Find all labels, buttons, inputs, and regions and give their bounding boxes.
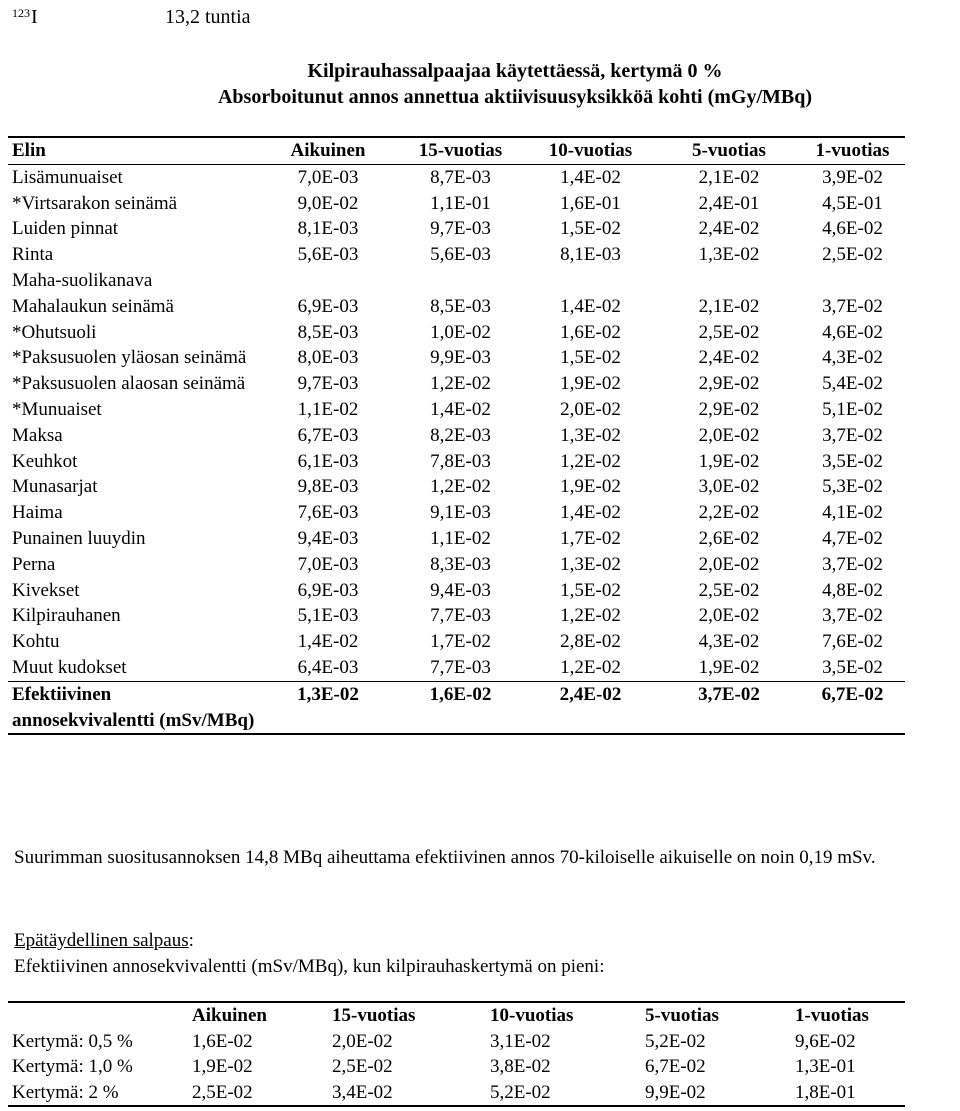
column-header: 1-vuotias xyxy=(795,1005,869,1026)
dose-value: 1,5E-02 xyxy=(560,579,621,601)
dose-value: 7,6E-03 xyxy=(297,502,359,524)
dose-value: 1,1E-02 xyxy=(297,398,359,420)
table-row xyxy=(8,552,905,578)
dose-value: 2,4E-02 xyxy=(523,681,658,734)
dose-value: 2,4E-02 xyxy=(698,218,760,240)
dose-value xyxy=(800,268,905,294)
table-row xyxy=(8,578,905,604)
table-row xyxy=(8,320,905,346)
organ-name: Haima xyxy=(12,502,63,524)
dose-value: 1,4E-02 xyxy=(560,502,621,524)
dose-value: 1,9E-02 xyxy=(698,450,760,472)
dose-value: 9,9E-03 xyxy=(430,347,491,369)
organ-name: Munasarjat xyxy=(12,476,98,498)
dose-value: 8,1E-03 xyxy=(297,218,359,240)
column-header: 15-vuotias xyxy=(332,1005,416,1026)
dose-value: 1,5E-02 xyxy=(560,347,621,369)
dose-value: 1,6E-02 xyxy=(192,1030,253,1052)
dose-value: 4,3E-02 xyxy=(698,631,760,653)
dose-value: 3,7E-02 xyxy=(822,553,883,575)
dose-value: 7,8E-03 xyxy=(430,450,491,472)
dose-value: 6,9E-03 xyxy=(297,579,359,601)
dose-value: 9,4E-03 xyxy=(430,579,491,601)
dose-value: 7,6E-02 xyxy=(822,631,883,653)
table-row xyxy=(8,268,905,294)
dose-value: 3,8E-02 xyxy=(490,1056,551,1077)
dose-value: 2,5E-02 xyxy=(698,321,760,343)
absorbed-dose-table xyxy=(8,136,905,735)
column-header: 5-vuotias xyxy=(645,1005,719,1026)
dose-value: 1,9E-02 xyxy=(192,1056,253,1077)
dose-value: 1,2E-02 xyxy=(560,656,621,678)
uptake-label: Kertymä: 2 % xyxy=(12,1081,119,1103)
dose-value: 6,4E-03 xyxy=(297,656,359,678)
dose-value: 1,3E-02 xyxy=(560,424,621,446)
dose-value: 9,7E-03 xyxy=(297,373,359,395)
dose-value: 9,7E-03 xyxy=(430,218,491,240)
organ-name: *Ohutsuoli xyxy=(12,321,97,343)
organ-name: Punainen luuydin xyxy=(12,527,146,549)
dose-value: 2,5E-02 xyxy=(698,579,760,601)
dose-value: 1,2E-02 xyxy=(560,605,621,627)
dose-value: 5,2E-02 xyxy=(490,1081,551,1103)
effective-dose-row xyxy=(8,681,905,734)
table-row xyxy=(8,242,905,268)
heading-colon: : xyxy=(188,930,194,951)
dose-value: 9,1E-03 xyxy=(430,502,491,524)
dose-value: 2,1E-02 xyxy=(698,166,760,188)
isotope-mass-number: 123 xyxy=(12,6,30,20)
organ-name: Maksa xyxy=(12,424,63,446)
dose-value: 8,5E-03 xyxy=(430,295,491,317)
partial-block-heading: Epätäydellinen salpaus xyxy=(14,930,189,951)
table-row xyxy=(8,526,905,552)
dose-value: 7,7E-03 xyxy=(430,656,491,678)
dose-value: 2,0E-02 xyxy=(698,605,760,627)
partial-block-text: Efektiivinen annosekvivalentti (mSv/MBq), kun kilpirauhaskertymä on pieni: xyxy=(14,956,605,977)
table-row xyxy=(8,603,905,629)
dose-value: 3,7E-02 xyxy=(822,424,883,446)
dose-value: 1,2E-02 xyxy=(430,476,491,498)
dose-value: 7,0E-03 xyxy=(297,553,359,575)
dose-value: 1,6E-01 xyxy=(560,192,621,214)
dose-value: 7,7E-03 xyxy=(430,605,491,627)
dose-value xyxy=(658,268,800,294)
dose-value: 9,8E-03 xyxy=(297,476,359,498)
dose-value: 1,5E-02 xyxy=(560,218,621,240)
title-line-1: Kilpirauhassalpaajaa käytettäessä, kertymä 0 % xyxy=(307,60,723,82)
table-header-row xyxy=(8,137,905,164)
table-row xyxy=(8,1054,905,1080)
column-header: 5-vuotias xyxy=(658,137,800,164)
dose-value: 1,6E-02 xyxy=(560,321,621,343)
dose-value: 1,0E-02 xyxy=(430,321,491,343)
table-row xyxy=(8,474,905,500)
dose-value: 6,1E-03 xyxy=(297,450,359,472)
table-header-row xyxy=(8,1002,905,1029)
column-header: 15-vuotias xyxy=(398,137,523,164)
effective-dose-label: Efektiivinen annosekvivalentti (mSv/MBq) xyxy=(8,681,258,734)
organ-name: Maha-suolikanava xyxy=(12,269,153,291)
organ-name: Kohtu xyxy=(12,631,60,653)
dose-value: 2,0E-02 xyxy=(560,398,621,420)
dose-value: 1,4E-02 xyxy=(297,631,359,653)
dose-value: 1,4E-02 xyxy=(560,295,621,317)
table-row xyxy=(8,345,905,371)
dose-value xyxy=(258,268,398,294)
dose-value: 1,7E-02 xyxy=(430,631,491,653)
uptake-label: Kertymä: 0,5 % xyxy=(12,1030,133,1052)
dose-value: 1,1E-01 xyxy=(430,192,491,214)
dose-value: 8,2E-03 xyxy=(430,424,491,446)
dose-value: 2,0E-02 xyxy=(698,424,760,446)
table-row xyxy=(8,629,905,655)
dose-value: 1,3E-01 xyxy=(795,1056,856,1077)
page-header xyxy=(12,4,251,30)
dose-value: 4,7E-02 xyxy=(822,527,883,549)
table-row xyxy=(8,216,905,242)
dose-value: 1,7E-02 xyxy=(560,527,621,549)
dose-value: 4,1E-02 xyxy=(822,502,883,524)
partial-block-table xyxy=(8,1001,905,1107)
partial-block-note xyxy=(14,928,949,980)
dose-value: 8,5E-03 xyxy=(297,321,359,343)
dose-value: 6,7E-02 xyxy=(800,681,905,734)
table-row xyxy=(8,191,905,217)
dose-value: 1,9E-02 xyxy=(560,476,621,498)
column-header: 1-vuotias xyxy=(800,137,905,164)
dose-value: 9,0E-02 xyxy=(297,192,359,214)
dose-value: 2,0E-02 xyxy=(698,553,760,575)
dose-value xyxy=(398,268,523,294)
dose-value: 6,7E-03 xyxy=(297,424,359,446)
organ-name: Lisämunuaiset xyxy=(12,166,123,188)
dose-value: 1,6E-02 xyxy=(398,681,523,734)
organ-name: *Munuaiset xyxy=(12,398,102,420)
dose-value: 3,0E-02 xyxy=(698,476,760,498)
dose-value: 6,9E-03 xyxy=(297,295,359,317)
column-header: Elin xyxy=(8,137,258,164)
organ-name: *Virtsarakon seinämä xyxy=(12,192,178,214)
dose-value: 4,3E-02 xyxy=(822,347,883,369)
dose-value: 1,4E-02 xyxy=(430,398,491,420)
dose-value: 1,1E-02 xyxy=(430,527,491,549)
table-row xyxy=(8,1080,905,1107)
organ-name: Kivekset xyxy=(12,579,80,601)
column-header: 10-vuotias xyxy=(523,137,658,164)
half-life: 13,2 tuntia xyxy=(165,6,251,28)
table-row xyxy=(8,655,905,681)
dose-value: 8,1E-03 xyxy=(560,244,621,266)
dose-value: 1,2E-02 xyxy=(430,373,491,395)
dose-value: 5,4E-02 xyxy=(822,373,883,395)
dose-value: 3,5E-02 xyxy=(822,450,883,472)
table-row xyxy=(8,294,905,320)
dose-value: 5,2E-02 xyxy=(645,1030,706,1052)
isotope-symbol: I xyxy=(31,6,38,28)
table-row xyxy=(8,1029,905,1055)
dose-value: 1,3E-02 xyxy=(560,553,621,575)
table-row xyxy=(8,449,905,475)
table-row xyxy=(8,500,905,526)
dose-value: 3,5E-02 xyxy=(822,656,883,678)
dose-value: 2,5E-02 xyxy=(192,1081,253,1103)
dose-value: 9,9E-02 xyxy=(645,1081,706,1103)
table-row xyxy=(8,164,905,190)
organ-name: Perna xyxy=(12,553,56,575)
dose-value: 7,0E-03 xyxy=(297,166,359,188)
dose-value: 3,7E-02 xyxy=(658,681,800,734)
dose-value: 1,9E-02 xyxy=(698,656,760,678)
dose-value: 5,1E-03 xyxy=(297,605,359,627)
uptake-label: Kertymä: 1,0 % xyxy=(12,1056,133,1077)
dose-value: 3,1E-02 xyxy=(490,1030,551,1052)
dose-value: 2,6E-02 xyxy=(698,527,760,549)
dose-value: 5,3E-02 xyxy=(822,476,883,498)
dose-value: 1,4E-02 xyxy=(560,166,621,188)
dose-value: 9,4E-03 xyxy=(297,527,359,549)
organ-name: Muut kudokset xyxy=(12,656,127,678)
dose-value: 3,9E-02 xyxy=(822,166,883,188)
dose-value: 4,6E-02 xyxy=(822,321,883,343)
dose-value: 2,8E-02 xyxy=(560,631,621,653)
organ-name: *Paksusuolen alaosan seinämä xyxy=(12,373,246,395)
max-dose-note: Suurimman suositusannoksen 14,8 MBq aiheuttama efektiivinen annos 70-kiloiselle aikuiselle on noin 0,19 mSv. xyxy=(14,847,876,868)
dose-value: 2,2E-02 xyxy=(698,502,760,524)
column-header: Aikuinen xyxy=(192,1005,267,1026)
dose-value: 1,3E-02 xyxy=(258,681,398,734)
dose-value: 2,1E-02 xyxy=(698,295,760,317)
column-header: 10-vuotias xyxy=(490,1005,574,1026)
organ-name: Keuhkot xyxy=(12,450,78,472)
organ-name: Rinta xyxy=(12,244,54,266)
dose-value: 8,0E-03 xyxy=(297,347,359,369)
dose-value: 8,3E-03 xyxy=(430,553,491,575)
dose-value: 6,7E-02 xyxy=(645,1056,706,1077)
dose-value: 2,5E-02 xyxy=(332,1056,393,1077)
dose-value: 3,4E-02 xyxy=(332,1081,393,1103)
column-header xyxy=(8,1002,186,1029)
dose-value: 3,7E-02 xyxy=(822,295,883,317)
dose-value: 1,3E-02 xyxy=(698,244,760,266)
organ-name: Mahalaukun seinämä xyxy=(12,295,174,317)
dose-value: 2,4E-02 xyxy=(698,347,760,369)
dose-value: 4,6E-02 xyxy=(822,218,883,240)
dose-value: 5,6E-03 xyxy=(430,244,491,266)
dose-value: 2,9E-02 xyxy=(698,398,760,420)
dose-value: 2,4E-01 xyxy=(698,192,760,214)
table-row xyxy=(8,397,905,423)
organ-name: *Paksusuolen yläosan seinämä xyxy=(12,347,247,369)
dose-value: 5,6E-03 xyxy=(297,244,359,266)
organ-name: Kilpirauhanen xyxy=(12,605,121,627)
table-titles xyxy=(0,58,960,110)
dose-value: 5,1E-02 xyxy=(822,398,883,420)
dose-value: 3,7E-02 xyxy=(822,605,883,627)
dose-value: 9,6E-02 xyxy=(795,1030,856,1052)
dose-value: 1,9E-02 xyxy=(560,373,621,395)
dose-value: 8,7E-03 xyxy=(430,166,491,188)
dose-value: 2,5E-02 xyxy=(822,244,883,266)
dose-value: 2,0E-02 xyxy=(332,1030,393,1052)
table-row xyxy=(8,423,905,449)
table-row xyxy=(8,371,905,397)
dose-value: 1,2E-02 xyxy=(560,450,621,472)
dose-value: 4,8E-02 xyxy=(822,579,883,601)
dose-value: 4,5E-01 xyxy=(822,192,883,214)
dose-value xyxy=(523,268,658,294)
dose-value: 1,8E-01 xyxy=(795,1081,856,1103)
column-header: Aikuinen xyxy=(258,137,398,164)
organ-name: Luiden pinnat xyxy=(12,218,119,240)
title-line-2: Absorboitunut annos annettua aktiivisuusyksikköä kohti (mGy/MBq) xyxy=(217,86,813,108)
dose-value: 2,9E-02 xyxy=(698,373,760,395)
